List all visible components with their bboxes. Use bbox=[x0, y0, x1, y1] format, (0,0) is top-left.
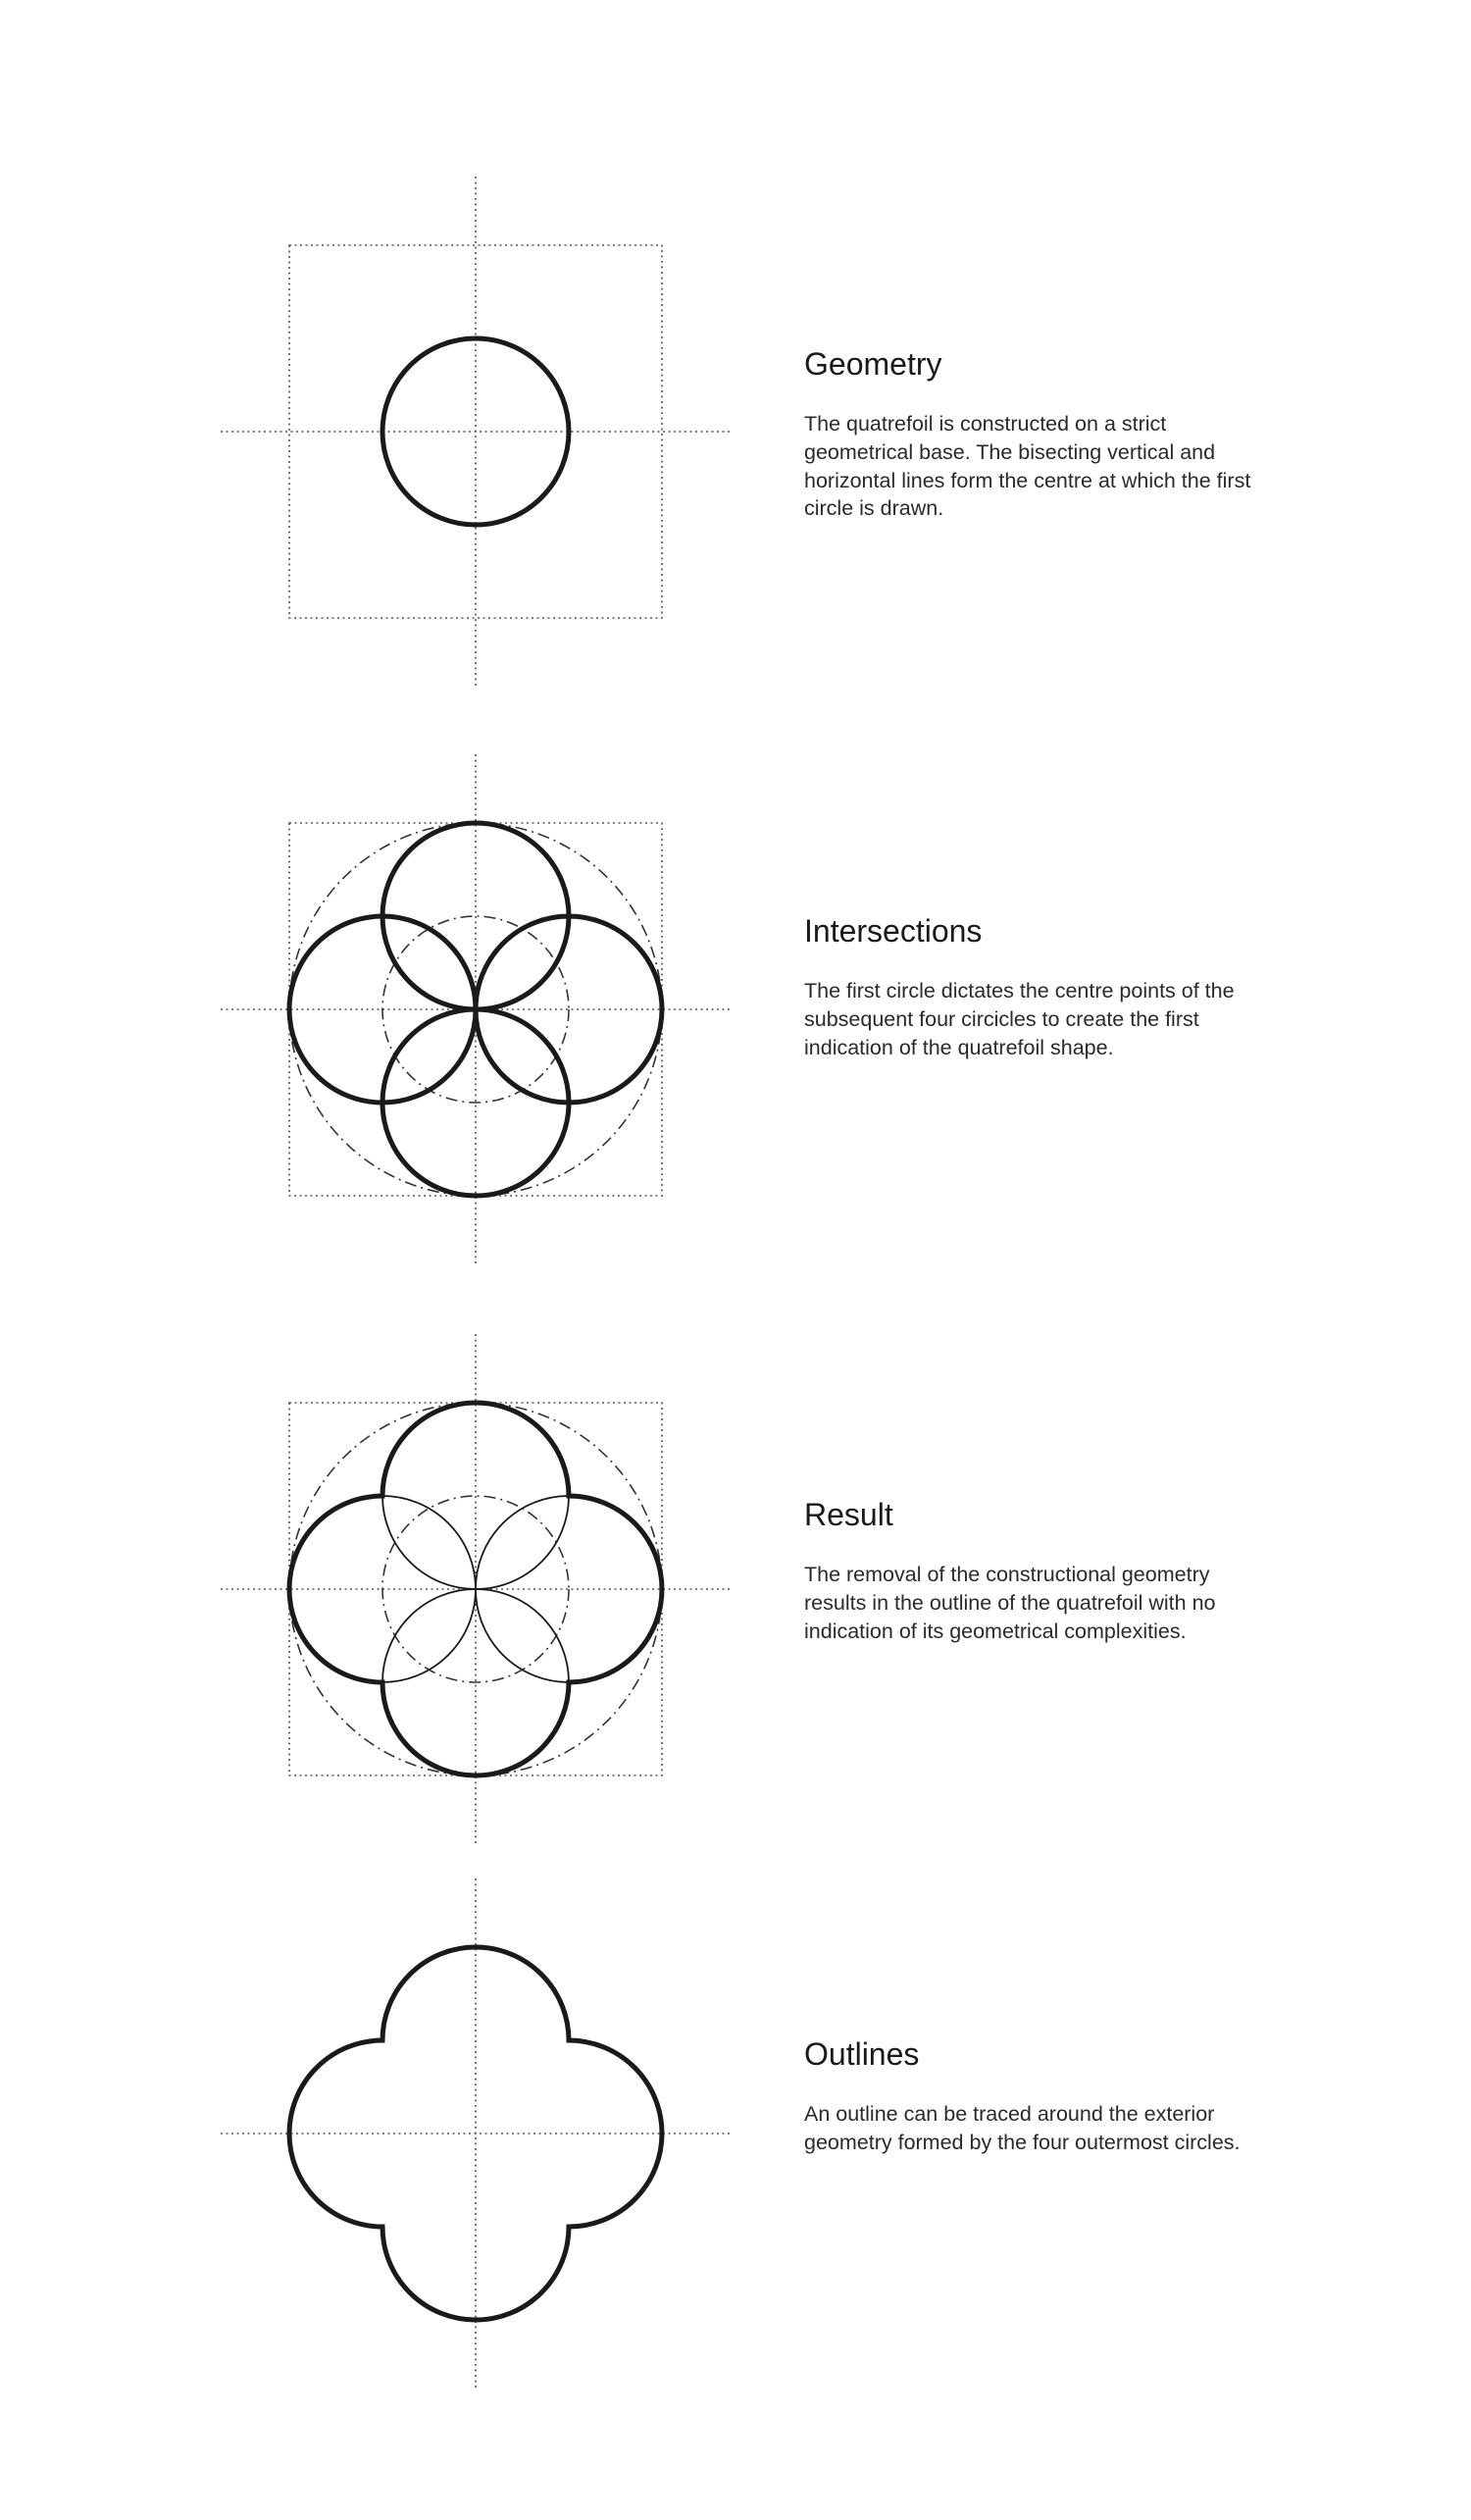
step-description: The quatrefoil is constructed on a strict geometrical base. The bisecting vertical and horizontal lines form the centre at which the first circle is drawn. bbox=[804, 412, 1251, 521]
step-title: Result bbox=[804, 1497, 893, 1532]
intersections-diagram bbox=[216, 749, 736, 1269]
step-description: The removal of the constructional geometry results in the outline of the quatrefoil with no indication of its geometrical complexities. bbox=[804, 1563, 1216, 1643]
geometry-text bbox=[804, 345, 1275, 523]
outlines-svg bbox=[216, 1874, 736, 2393]
step-description: An outline can be traced around the exterior geometry formed by the four outermost circles. bbox=[804, 2102, 1241, 2154]
step-title: Outlines bbox=[804, 2036, 920, 2072]
step-title: Geometry bbox=[804, 346, 942, 382]
result-diagram bbox=[216, 1329, 736, 1849]
step-description: The first circle dictates the centre points of the subsequent four circicles to create the first indication of the quatrefoil shape. bbox=[804, 979, 1235, 1059]
outlines-diagram bbox=[216, 1874, 736, 2393]
geometry-svg bbox=[216, 172, 736, 692]
outlines-text bbox=[804, 2035, 1275, 2157]
result-svg bbox=[216, 1329, 736, 1849]
intersections-svg bbox=[216, 749, 736, 1269]
result-text bbox=[804, 1496, 1275, 1645]
step-title: Intersections bbox=[804, 913, 983, 949]
geometry-diagram bbox=[216, 172, 736, 692]
intersections-text bbox=[804, 912, 1275, 1061]
